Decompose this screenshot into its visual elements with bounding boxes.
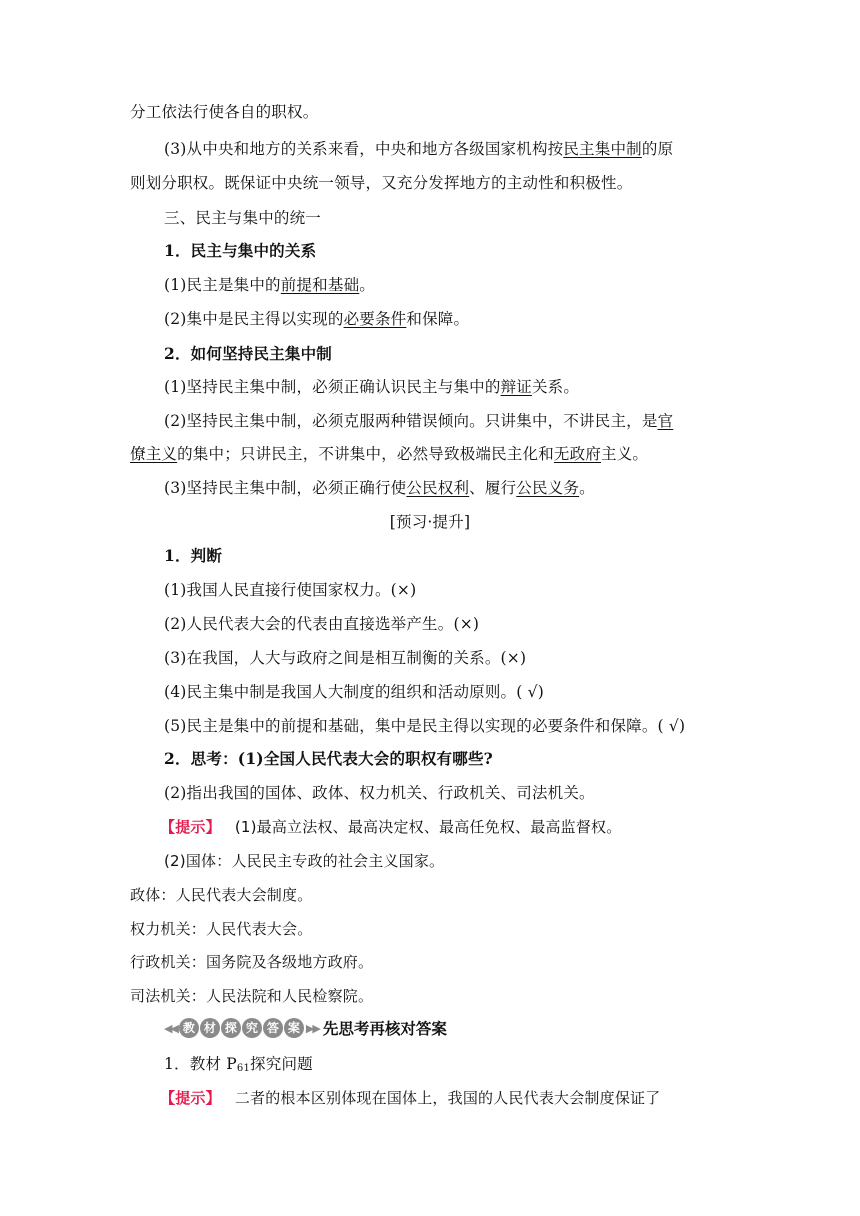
page-subscript: 61 <box>236 1063 251 1074</box>
text: 则划分职权。既保证中央统一领导，又充分发挥地方的主动性和积极性。 <box>130 174 633 192</box>
sub-heading <box>164 1053 730 1080</box>
text: 主义。 <box>601 445 649 463</box>
banner-badge: 材 <box>200 1018 220 1038</box>
answer-line <box>160 1087 726 1109</box>
tip-label: 【提示】 <box>160 1089 221 1107</box>
text: (2)人民代表大会的代表由直接选举产生。(×) <box>164 615 480 633</box>
answer-line <box>130 884 730 906</box>
double-right-arrow-icon: ▶▶ <box>305 1021 319 1035</box>
section-title <box>130 511 730 533</box>
text: 司法机关：人民法院和人民检察院。 <box>130 987 374 1005</box>
text: 、履行 <box>469 479 517 497</box>
sub-heading <box>164 343 730 365</box>
text: (2)坚持民主集中制，必须克服两种错误倾向。只讲集中，不讲民主，是 <box>164 412 658 430</box>
banner-badge: 案 <box>284 1018 304 1038</box>
underlined-term: 僚主义 <box>130 445 178 463</box>
answer-line <box>130 985 730 1007</box>
heading-text: 2．思考：(1)全国人民代表大会的职权有哪些? <box>164 749 493 768</box>
paragraph-line <box>130 101 730 123</box>
text: (1)民主是集中的 <box>164 276 281 294</box>
banner-badges <box>179 1018 304 1038</box>
paragraph-line <box>130 172 730 194</box>
text: 关系。 <box>531 378 580 396</box>
paragraph-line <box>130 443 730 465</box>
text: 探究问题 <box>250 1055 313 1073</box>
paragraph-line <box>164 376 730 398</box>
paragraph-line <box>164 138 730 160</box>
text: (2)集中是民主得以实现的 <box>164 310 344 328</box>
text: 行政机关：国务院及各级地方政府。 <box>130 953 374 971</box>
text: (2)国体：人民民主专政的社会主义国家。 <box>164 852 445 870</box>
underlined-term: 辩证 <box>500 378 532 396</box>
answer-line <box>130 951 730 973</box>
paragraph-line <box>164 410 730 432</box>
banner-badge: 教 <box>179 1018 199 1038</box>
underlined-term: 官 <box>657 412 674 430</box>
text: (1)最高立法权、最高决定权、最高任免权、最高监督权。 <box>234 818 622 836</box>
text: (1)坚持民主集中制，必须正确认识民主与集中的 <box>164 378 501 396</box>
underlined-term: 民主集中制 <box>563 140 642 158</box>
paragraph-line <box>164 477 730 499</box>
paragraph-line <box>164 782 730 804</box>
answer-line <box>164 850 730 872</box>
heading-text: 1．判断 <box>164 546 223 565</box>
answer-line <box>130 918 730 940</box>
banner-text: 先思考再核对答案 <box>322 1020 447 1038</box>
judge-item <box>164 647 730 669</box>
sub-heading <box>164 240 730 262</box>
sub-heading <box>164 545 730 567</box>
tip-label: 【提示】 <box>160 818 221 836</box>
text: 。 <box>359 276 375 294</box>
text: (3)从中央和地方的关系来看，中央和地方各级国家机构按 <box>164 140 564 158</box>
answer-banner <box>164 1016 447 1040</box>
text: (3)坚持民主集中制，必须正确行使 <box>164 479 407 497</box>
paragraph-line <box>164 308 730 330</box>
underlined-term: 必要条件 <box>343 310 407 328</box>
text: 政体：人民代表大会制度。 <box>130 886 313 904</box>
banner-badge: 答 <box>263 1018 283 1038</box>
text: 和保障。 <box>406 310 470 328</box>
text: 。 <box>579 479 595 497</box>
paragraph-line <box>164 274 730 296</box>
text: (2)指出我国的国体、政体、权力机关、行政机关、司法机关。 <box>164 784 595 802</box>
underlined-term: 无政府 <box>553 445 602 463</box>
judge-item <box>164 579 730 601</box>
judge-item <box>164 681 730 703</box>
text: 的集中；只讲民主，不讲集中，必然导致极端民主化和 <box>177 445 554 463</box>
text: (3)在我国，人大与政府之间是相互制衡的关系。(×) <box>164 649 527 667</box>
sub-heading <box>164 748 730 770</box>
banner-badge: 探 <box>221 1018 241 1038</box>
heading-text: 三、民主与集中的统一 <box>164 209 322 227</box>
text: 的原 <box>641 140 674 158</box>
text: 分工依法行使各自的职权。 <box>130 103 319 121</box>
section-title-text: [预习·提升] <box>389 513 471 531</box>
judge-item <box>164 715 730 737</box>
text: (4)民主集中制是我国人大制度的组织和活动原则。( √) <box>164 683 544 701</box>
judge-item <box>164 613 730 635</box>
underlined-term: 公民权利 <box>406 479 470 497</box>
underlined-term: 前提和基础 <box>280 276 360 294</box>
section-heading <box>164 207 730 229</box>
text: (1)我国人民直接行使国家权力。(×) <box>164 581 417 599</box>
underlined-term: 公民义务 <box>516 479 580 497</box>
text: 权力机关：人民代表大会。 <box>130 920 313 938</box>
text: (5)民主是集中的前提和基础，集中是民主得以实现的必要条件和保障。( √) <box>164 717 686 735</box>
text: 二者的根本区别体现在国体上，我国的人民代表大会制度保证了 <box>234 1089 661 1107</box>
heading-text: 2．如何坚持民主集中制 <box>164 344 332 363</box>
banner-badge: 究 <box>242 1018 262 1038</box>
answer-line <box>160 816 726 838</box>
heading-text: 1．民主与集中的关系 <box>164 241 317 260</box>
double-left-arrow-icon: ◀◀ <box>164 1021 177 1035</box>
text: 1．教材 P <box>164 1055 237 1073</box>
